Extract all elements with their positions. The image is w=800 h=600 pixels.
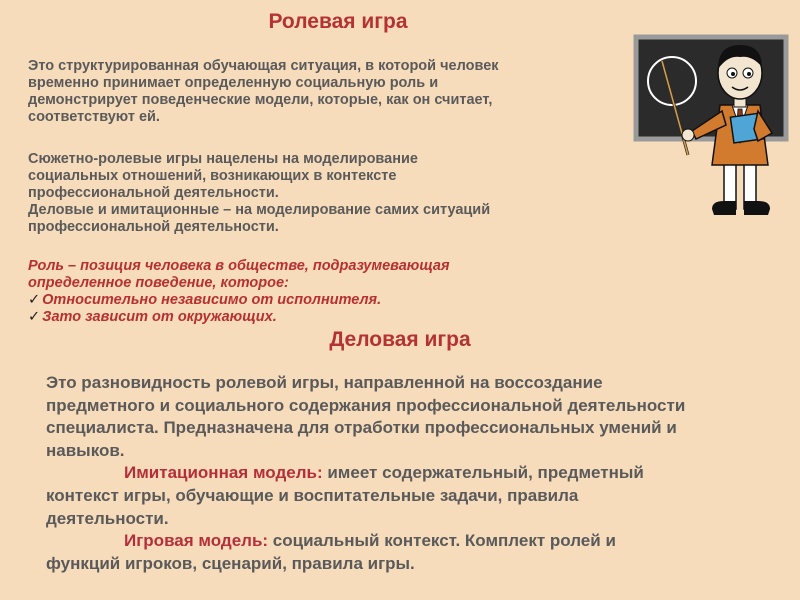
left-pupil [731, 72, 735, 76]
text-line: Деловые и имитационные – на моделирование самих ситуаций [28, 202, 491, 218]
text-line: Сюжетно-ролевые игры нацелены на моделирование [28, 151, 418, 167]
text-line: деятельности. [46, 508, 169, 528]
business-game-title: Деловая игра [329, 328, 471, 351]
left-shoe [712, 201, 736, 215]
right-shoe [744, 201, 770, 215]
text-line: Это структурированная обучающая ситуация, в которой человек [28, 58, 499, 74]
checkmark-bullet-icon: ✓ [28, 292, 41, 308]
text-line: соответствуют ей. [28, 109, 160, 125]
business-game-body [46, 372, 791, 575]
text-line: контекст игры, обучающие и воспитательные задачи, правила [46, 485, 579, 505]
text-line: Роль – позиция человека в обществе, подразумевающая [28, 258, 450, 274]
game-model-line [46, 530, 791, 553]
text-line: демонстрирует поведенческие модели, которые, как он считает, [28, 92, 493, 108]
text-line: профессиональной деятельности. [28, 185, 279, 201]
text-line: Это разновидность ролевой игры, направленной на воссоздание [46, 373, 603, 392]
bullet-text: Относительно независимо от исполнителя. [42, 292, 382, 308]
bullet-item [28, 309, 628, 326]
bullet-item [28, 292, 628, 309]
right-pupil [747, 72, 751, 76]
imitation-model-text: имеет содержательный, предметный [322, 463, 644, 483]
bullet-text: Зато зависит от окружающих. [42, 309, 277, 325]
text-line: функций игроков, сценарий, правила игры. [46, 553, 415, 573]
game-model-label: Игровая модель: [124, 531, 269, 551]
role-game-aims [28, 151, 628, 236]
game-model-text: социальный контекст. Комплект ролей и [268, 531, 616, 551]
text-line: определенное поведение, которое: [28, 275, 289, 291]
role-game-definition [28, 58, 628, 126]
role-game-title: Ролевая игра [268, 10, 408, 33]
teacher-at-blackboard-icon [632, 33, 792, 223]
text-line: социальных отношений, возникающих в контексте [28, 168, 397, 184]
text-line: профессиональной деятельности. [28, 219, 279, 235]
imitation-model-label: Имитационная модель: [124, 463, 323, 483]
text-line: предметного и социального содержания профессиональной деятельности [46, 395, 686, 415]
text-line: временно принимает определенную социальную роль и [28, 75, 439, 91]
role-definition [28, 258, 628, 326]
text-line: навыков. [46, 440, 125, 460]
left-hand [682, 129, 694, 141]
imitation-model-line [46, 462, 791, 485]
checkmark-bullet-icon: ✓ [28, 309, 41, 325]
text-line: специалиста. Предназначена для отработки профессиональных умений и [46, 418, 677, 438]
